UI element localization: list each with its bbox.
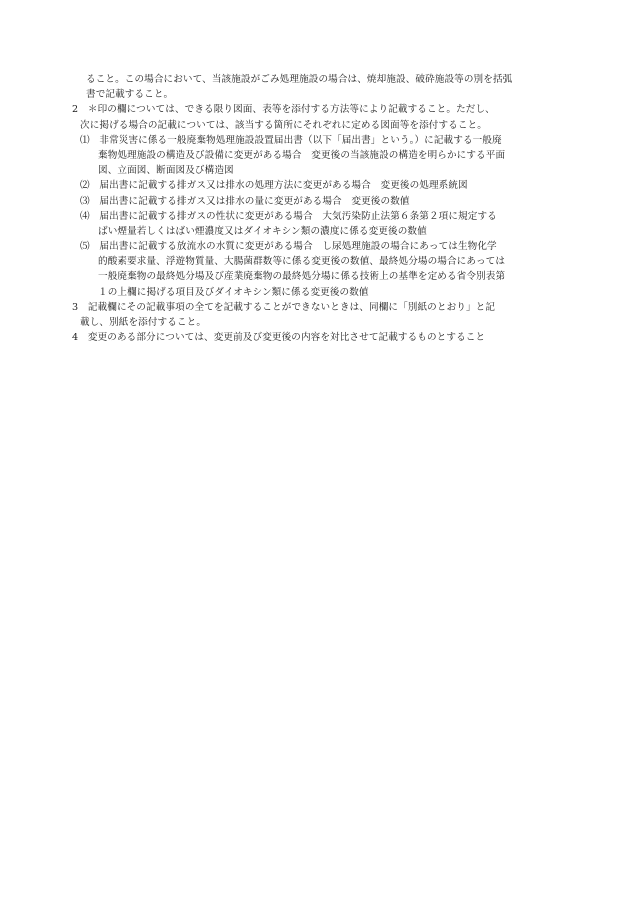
subitem-1-line: ⑴ 非常災害に係る一般廃棄物処理施設設置届出書（以下「届出書」という。）に記載する一般廃 bbox=[80, 134, 502, 146]
text-line: 載し、別紙を添付すること。 bbox=[80, 317, 207, 328]
subitem-2-line: ⑵ 届出書に記載する排ガス又は排水の処理方法に変更がある場合 変更後の処理系統図 bbox=[80, 180, 468, 192]
text-line: 的酸素要求量、浮遊物質量、大腸菌群数等に係る変更後の数値、最終処分場の場合にあっては bbox=[98, 256, 506, 268]
text-line: 図、立面図、断面図及び構造図 bbox=[98, 165, 234, 177]
text-line: １の上欄に掲げる項目及びダイオキシン類に係る変更後の数値 bbox=[98, 286, 369, 298]
text-line: 一般廃棄物の最終処分場及び産業廃棄物の最終処分場に係る技術上の基準を定める省令別表第 bbox=[98, 271, 506, 283]
text-line: 棄物処理施設の構造及び設備に変更がある場合 変更後の当該施設の構造を明らかにする平面 bbox=[98, 149, 506, 161]
instructions-text bbox=[72, 72, 592, 345]
item-2-line: 2 ＊印の欄については、できる限り図面、表等を添付する方法等により記載すること。ただし、 bbox=[72, 104, 495, 116]
item-4-line: 4 変更のある部分については、変更前及び変更後の内容を対比させて記載するものとすること bbox=[72, 332, 486, 344]
subitem-3-line: ⑶ 届出書に記載する排ガス又は排水の量に変更がある場合 変更後の数値 bbox=[80, 195, 410, 207]
text-line: ること。この場合において、当該施設がごみ処理施設の場合は、焼却施設、破砕施設等の別を括弧 bbox=[86, 74, 513, 85]
subitem-4-line: ⑷ 届出書に記載する排ガスの性状に変更がある場合 大気汚染防止法第６条第２項に規定する bbox=[80, 210, 497, 222]
text-line: 書で記載すること。 bbox=[86, 89, 174, 101]
subitem-5-line: ⑸ 届出書に記載する放流水の水質に変更がある場合 し尿処理施設の場合にあっては生物化学 bbox=[80, 241, 497, 253]
text-line: ばい煙量若しくはばい煙濃度又はダイオキシン類の濃度に係る変更後の数値 bbox=[98, 225, 427, 237]
item-3-line: 3 記載欄にその記載事項の全てを記載することができないときは、同欄に「別紙のとおり」と記 bbox=[72, 301, 496, 313]
text-line: 次に掲げる場合の記載については、該当する箇所にそれぞれに定める図面等を添付すること。 bbox=[80, 119, 487, 131]
